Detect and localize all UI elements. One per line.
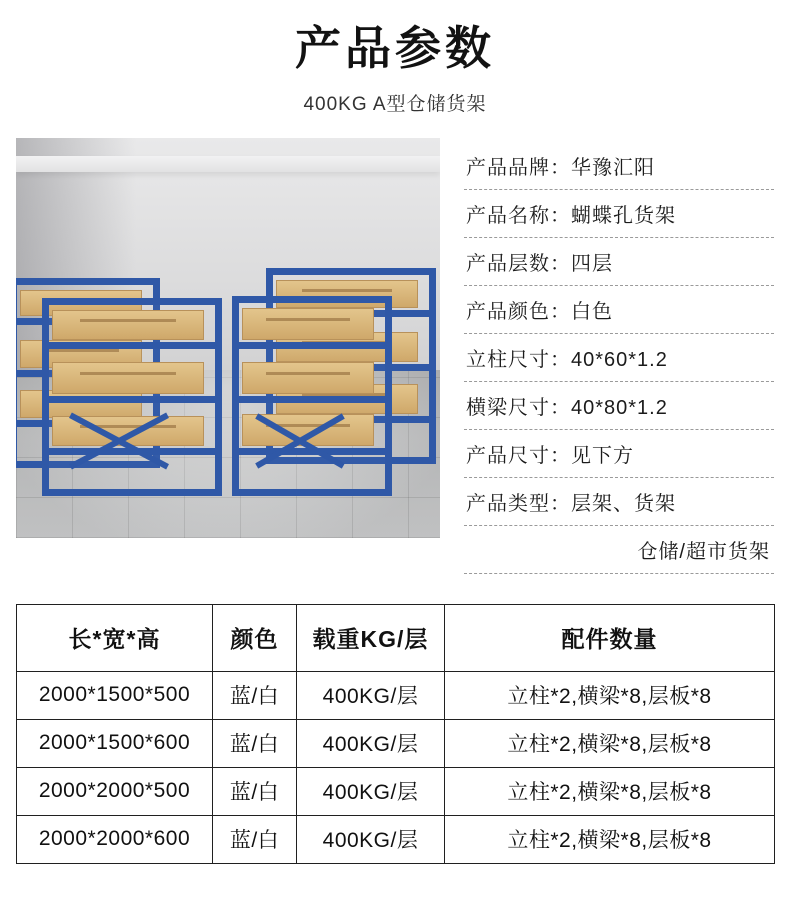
spec-value: 层架、货架 [571, 492, 676, 515]
carton-box [52, 362, 204, 394]
cell-load: 400KG/层 [297, 815, 445, 863]
product-overview [0, 138, 790, 574]
spec-row-column-size [464, 334, 774, 382]
rack-shelf [236, 396, 388, 403]
carton-box [52, 310, 204, 340]
cell-size: 2000*2000*600 [17, 815, 213, 863]
page-title: 产品参数 [295, 22, 495, 74]
spec-label: 产品颜色： [466, 300, 571, 323]
spec-label: 横梁尺寸： [466, 396, 571, 419]
table-row [17, 671, 775, 719]
spec-list [464, 138, 774, 574]
table-row [17, 815, 775, 863]
cell-parts: 立柱*2,横梁*8,层板*8 [445, 815, 775, 863]
rack-shelf [236, 342, 388, 349]
spec-row-beam-size [464, 382, 774, 430]
column-header-load: 载重KG/层 [297, 604, 445, 671]
spec-value: 白色 [571, 300, 613, 323]
spec-row-layers [464, 238, 774, 286]
spec-value: 仓储/超市货架 [637, 540, 770, 563]
spec-row-type [464, 478, 774, 526]
spec-row-name [464, 190, 774, 238]
spec-row-color [464, 286, 774, 334]
params-table-wrap [16, 604, 774, 864]
cell-size: 2000*2000*500 [17, 767, 213, 815]
rack-right-front [232, 296, 392, 496]
spec-value: 华豫汇阳 [571, 156, 655, 179]
cell-color: 蓝/白 [213, 767, 297, 815]
cell-load: 400KG/层 [297, 767, 445, 815]
cell-color: 蓝/白 [213, 719, 297, 767]
column-header-size: 长*宽*高 [17, 604, 213, 671]
column-header-color: 颜色 [213, 604, 297, 671]
table-row [17, 767, 775, 815]
spec-label: 产品名称： [466, 204, 571, 227]
rack-left-front [42, 298, 222, 496]
cell-load: 400KG/层 [297, 671, 445, 719]
product-photo [16, 138, 440, 538]
cell-parts: 立柱*2,横梁*8,层板*8 [445, 767, 775, 815]
cell-size: 2000*1500*600 [17, 719, 213, 767]
carton-box [242, 362, 374, 394]
page-subtitle: 400KG A型仓储货架 [303, 93, 487, 115]
table-row [17, 719, 775, 767]
cell-load: 400KG/层 [297, 719, 445, 767]
spec-row-type-continued [464, 526, 774, 574]
column-header-parts: 配件数量 [445, 604, 775, 671]
table-header-row [17, 604, 775, 671]
spec-label: 产品品牌： [466, 156, 571, 179]
spec-row-product-size [464, 430, 774, 478]
spec-value: 40*60*1.2 [571, 348, 668, 371]
spec-label: 产品尺寸： [466, 444, 571, 467]
params-table [16, 604, 775, 864]
spec-value: 四层 [571, 252, 613, 275]
cell-color: 蓝/白 [213, 815, 297, 863]
cell-size: 2000*1500*500 [17, 671, 213, 719]
spec-row-brand [464, 142, 774, 190]
spec-label: 立柱尺寸： [466, 348, 571, 371]
rack-shelf [46, 396, 218, 403]
cell-parts: 立柱*2,横梁*8,层板*8 [445, 719, 775, 767]
rack-shelf [46, 342, 218, 349]
spec-value: 40*80*1.2 [571, 396, 668, 419]
page-header [0, 0, 790, 116]
spec-label: 产品类型： [466, 492, 571, 515]
spec-value: 见下方 [571, 444, 634, 467]
spec-label: 产品层数： [466, 252, 571, 275]
photo-ceiling-beam [16, 156, 440, 172]
carton-box [242, 308, 374, 340]
cell-color: 蓝/白 [213, 671, 297, 719]
cell-parts: 立柱*2,横梁*8,层板*8 [445, 671, 775, 719]
spec-value: 蝴蝶孔货架 [571, 204, 676, 227]
